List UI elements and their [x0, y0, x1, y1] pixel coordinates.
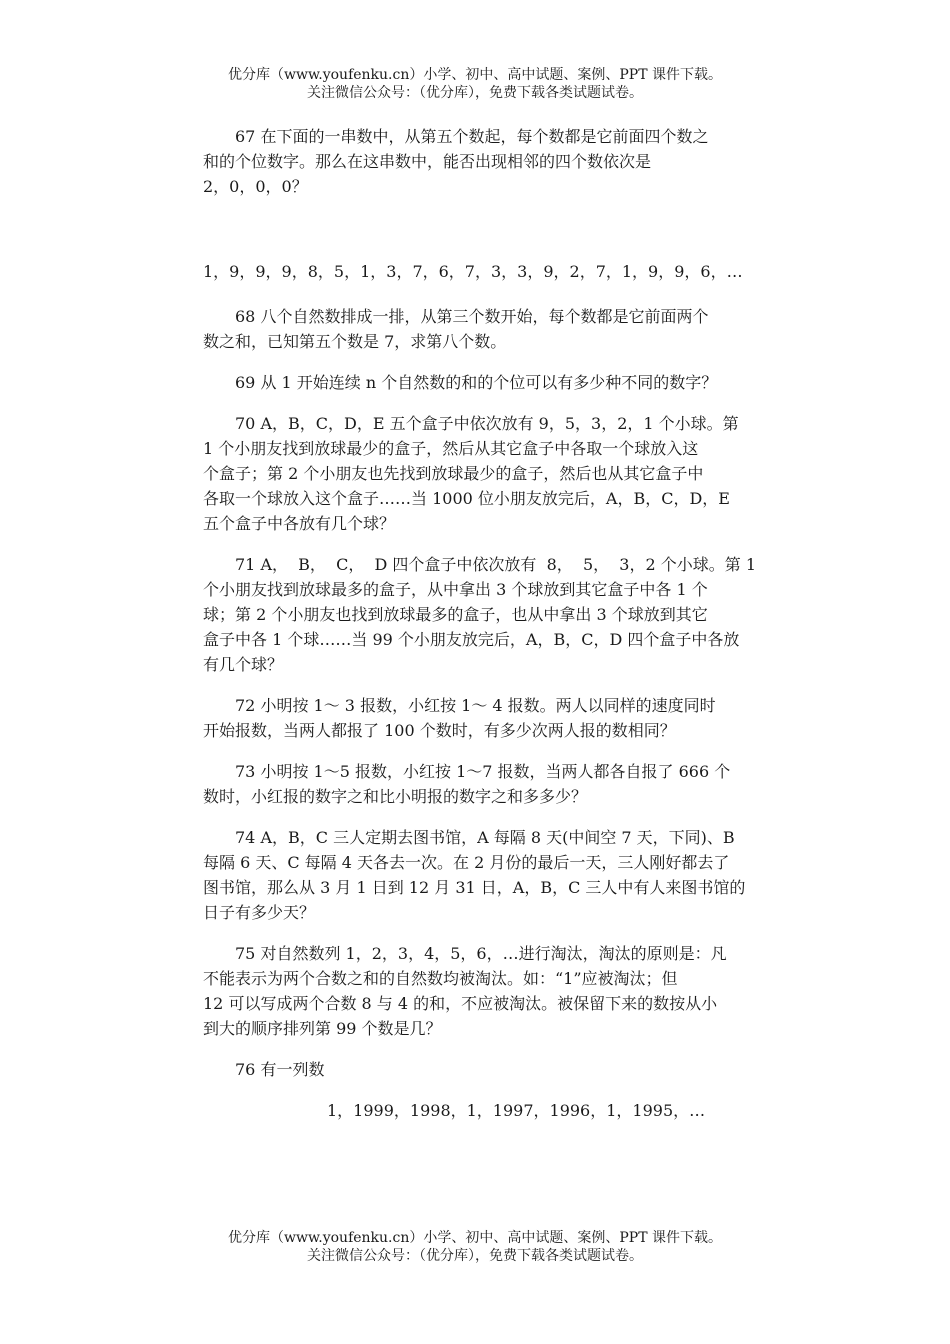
problem-74 — [203, 825, 803, 925]
problem-68 — [203, 304, 803, 354]
problem-70-line-5: 五个盒子中各放有几个球？ — [203, 514, 396, 533]
footer-line-1: 优分库（www.youfenku.cn）小学、初中、高中试题、案例、PPT 课件下载。 — [227, 1230, 722, 1246]
problem-67-line-3: 2，0，0，0？ — [203, 177, 308, 196]
problem-75-line-3: 12 可以写成两个合数 8 与 4 的和，不应被淘汰。被保留下来的数按从小 — [203, 994, 718, 1013]
problem-70-line-3: 个盒子；第 2 个小朋友也先找到放球最少的盒子，然后也从其它盒子中 — [203, 464, 704, 483]
header-line-2: 关注微信公众号：（优分库），免费下载各类试题试卷。 — [307, 85, 643, 101]
problem-70-line-4: 各取一个球放入这个盒子……当 1000 位小朋友放完后，A，B，C，D，E — [203, 489, 730, 508]
problem-68-line-1: 68 八个自然数排成一排，从第三个数开始，每个数都是它前面两个 — [235, 307, 709, 326]
problem-74-line-4: 日子有多少天？ — [203, 903, 316, 922]
header-line-1: 优分库（www.youfenku.cn）小学、初中、高中试题、案例、PPT 课件下载。 — [227, 67, 722, 83]
problem-74-line-3: 图书馆，那么从 3 月 1 日到 12 月 31 日，A，B，C 三人中有人来图书馆的 — [203, 878, 746, 897]
problem-76-line-1: 76 有一列数 — [235, 1060, 325, 1079]
problem-73-line-1: 73 小明按 1～5 报数，小红按 1～7 报数，当两人都各自报了 666 个 — [235, 762, 731, 781]
problem-75-line-4: 到大的顺序排列第 99 个数是几？ — [203, 1019, 442, 1038]
problem-71-line-4: 盒子中各 1 个球……当 99 个小朋友放完后，A，B，C，D 四个盒子中各放 — [203, 630, 740, 649]
problem-70-line-1: 70 A，B，C，D，E 五个盒子中依次放有 9，5，3，2，1 个小球。第 — [235, 414, 739, 433]
problem-74-line-2: 每隔 6 天、C 每隔 4 天各去一次。在 2 月份的最后一天，三人刚好都去了 — [203, 853, 730, 872]
problem-67-line-2: 和的个位数字。那么在这串数中，能否出现相邻的四个数依次是 — [203, 152, 652, 171]
problem-70 — [203, 411, 803, 536]
problem-69 — [203, 370, 803, 395]
problem-71-line-5: 有几个球？ — [203, 655, 284, 674]
problem-68-line-2: 数之和，已知第五个数是 7，求第八个数。 — [203, 332, 507, 351]
problem-75-line-2: 不能表示为两个合数之和的自然数均被淘汰。如：“1”应被淘汰；但 — [203, 969, 678, 988]
footer-line-2: 关注微信公众号：（优分库），免费下载各类试题试卷。 — [307, 1248, 643, 1264]
problem-74-line-1: 74 A，B，C 三人定期去图书馆，A 每隔 8 天(中间空 7 天，下同)、B — [235, 828, 735, 847]
page-header — [0, 66, 950, 102]
problem-71-line-1: 71 A， B， C， D 四个盒子中依次放有 8， 5， 3，2 个小球。第 1 — [235, 555, 757, 574]
problem-75 — [203, 941, 803, 1041]
problem-70-line-2: 1 个小朋友找到放球最少的盒子，然后从其它盒子中各取一个球放入这 — [203, 439, 699, 458]
problem-73-line-2: 数时，小红报的数字之和比小明报的数字之和多多少？ — [203, 787, 588, 806]
document-body — [203, 124, 803, 1123]
problem-72-line-2: 开始报数，当两人都报了 100 个数时，有多少次两人报的数相同？ — [203, 721, 676, 740]
problem-67 — [203, 124, 803, 199]
problem-71-line-2: 个小朋友找到放球最多的盒子，从中拿出 3 个球放到其它盒子中各 1 个 — [203, 580, 708, 599]
spacer — [203, 215, 803, 259]
problem-73 — [203, 759, 803, 809]
problem-72-line-1: 72 小明按 1～ 3 报数，小红按 1～ 4 报数。两人以同样的速度同时 — [235, 696, 716, 715]
problem-76-sequence: 1，1999，1998，1，1997，1996，1，1995，… — [327, 1101, 706, 1120]
problem-69-line-1: 69 从 1 开始连续 n 个自然数的和的个位可以有多少种不同的数字？ — [235, 373, 718, 392]
problem-67-line-1: 67 在下面的一串数中，从第五个数起，每个数都是它前面四个数之 — [235, 127, 709, 146]
problem-71-line-3: 球；第 2 个小朋友也找到放球最多的盒子，也从中拿出 3 个球放到其它 — [203, 605, 708, 624]
problem-67-sequence: 1，9，9，9，8，5，1，3，7，6，7，3，3，9，2，7，1，9，9，6，… — [203, 262, 743, 281]
page-footer — [0, 1229, 950, 1265]
problem-72 — [203, 693, 803, 743]
problem-71 — [203, 552, 803, 677]
problem-76 — [203, 1057, 803, 1082]
problem-75-line-1: 75 对自然数列 1，2，3，4，5，6，…进行淘汰，淘汰的原则是：凡 — [235, 944, 727, 963]
